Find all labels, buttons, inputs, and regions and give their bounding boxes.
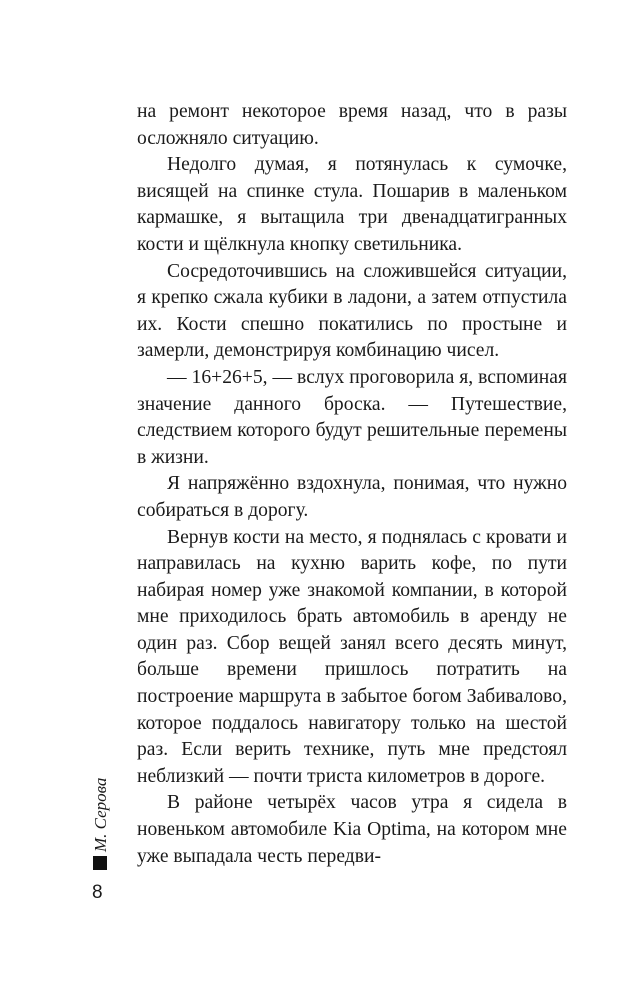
paragraph-6: Вернув кости на место, я поднялась с кровати и направилась на кухню варить кофе, по пути набирая номер уже знакомой компании, в которой мне приходилось брать автомобиль в аренду не один раз. Сбор вещей занял всего десять минут, больше времени пришлось потратить на построение маршрута в забытое богом Забивалово, которое поддалось навигатору только на шестой раз. Если верить технике, путь мне предстоял неблизкий — почти триста километров в дороге.: [137, 526, 567, 787]
paragraph-5: Я напряжённо вздохнула, понимая, что нужно собираться в дорогу.: [137, 473, 567, 521]
paragraph-3: Сосредоточившись на сложившейся ситуации, я крепко сжала кубики в ладони, а затем отпустила их. Кости спешно покатились по простыне и замерли, демонстрируя комбинацию чисел.: [137, 260, 567, 362]
paragraph-1: на ремонт некоторое время назад, что в разы осложняло ситуацию.: [137, 101, 567, 149]
square-marker-icon: [93, 856, 107, 870]
paragraph-7: В районе четырёх часов утра я сидела в новеньком автомобиле Kia Optima, на котором мне уже выпадала честь передви-: [137, 792, 567, 867]
running-author-name: М. Серова: [91, 777, 110, 852]
paragraph-4: — 16+26+5, — вслух проговорила я, вспоминая значение данного броска. — Путешествие, следствием которого будут решительные перемены в жизни.: [137, 366, 567, 468]
page-number: 8: [92, 882, 103, 903]
paragraph-2: Недолго думая, я потянулась к сумочке, висящей на спинке стула. Пошарив в маленьком кармашке, я вытащила три двенадцатигранных кости и щёлкнула кнопку светильника.: [137, 154, 567, 255]
page-body-text: [137, 99, 567, 870]
